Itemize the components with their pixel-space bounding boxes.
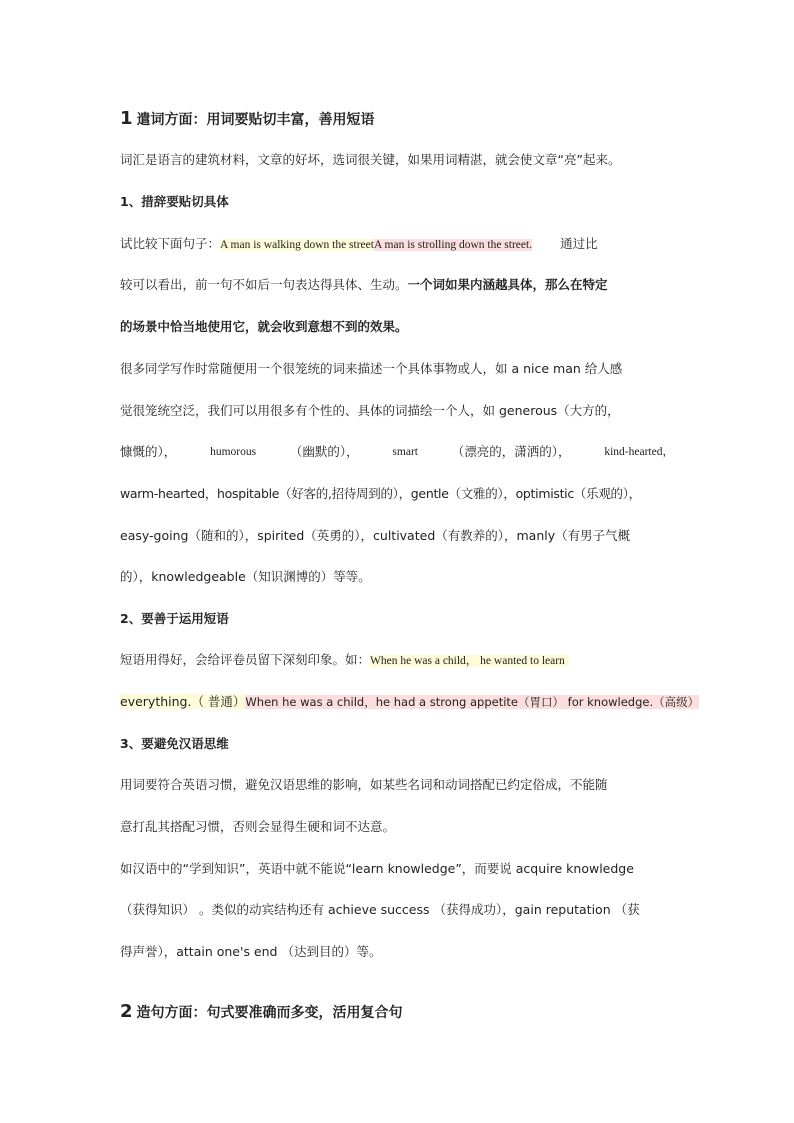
example-strolling: A man is strolling down the street.: [373, 239, 533, 251]
sub1-line1: [120, 235, 598, 254]
section2-heading: [120, 1003, 403, 1022]
sub2-line1: [120, 651, 569, 670]
sub1-line2-plain: 较可以看出，前一句不如后一句表达得具体、生动。: [120, 277, 408, 292]
section1-number: 1: [120, 108, 133, 129]
sub3-line5: 得声誉），attain one's end （达到目的）等。: [120, 944, 382, 959]
sub1-line3: 的场景中恰当地使用它，就会收到意想不到的效果。: [120, 319, 408, 334]
sub1-para-line5: easy-going（随和的），spirited（英勇的），cultivated（有教养的），manly（有男子气概: [120, 528, 631, 543]
sub1-para-line6: 的），knowledgeable（知识渊博的）等等。: [120, 569, 371, 584]
section1-title: 遣词方面：用词要贴切丰富，善用短语: [136, 112, 375, 128]
sub2-heading: 2、要善于运用短语: [120, 611, 229, 626]
example-walking: A man is walking down the street: [220, 239, 374, 251]
sub3-line4: （获得知识） 。类似的动宾结构还有 achieve success （获得成功），gain reputation （获: [120, 902, 640, 917]
word-kangkai: 慷慨的），: [120, 444, 177, 459]
sub1-para-line4: warm-hearted，hospitable（好客的,招待周到的），gentle（文雅的），optimistic（乐观的），: [120, 486, 641, 501]
section2-number: 2: [120, 1001, 133, 1022]
sub1-line1-suffix: 通过比: [560, 236, 598, 251]
word-smart: smart: [392, 446, 418, 458]
example-child-learn-end: everything.（ 普通）: [120, 694, 246, 709]
sub3-heading: 3、要避免汉语思维: [120, 736, 229, 751]
word-youmo: （幽默的），: [289, 444, 359, 459]
word-humorous: humorous: [210, 446, 257, 458]
section1-intro: 词汇是语言的建筑材料，文章的好坏，选词很关键，如果用词精湛，就会使文章“亮”起来。: [120, 152, 621, 167]
sub2-line2: [120, 693, 699, 711]
section1-heading: [120, 110, 375, 129]
sub1-line2: [120, 276, 608, 294]
sub1-para-line1: 很多同学写作时常随便用一个很笼统的词来描述一个具体事物或人，如 a nice man 给人感: [120, 361, 623, 376]
example-appetite: When he was a child，he had a strong appetite（胃口） for knowledge.（高级）: [245, 695, 700, 709]
sub1-line2-bold: 一个词如果内涵越具体，那么在特定: [407, 277, 608, 292]
section2-title: 造句方面：句式要准确而多变，活用复合句: [136, 1005, 403, 1021]
sub1-para-line2: 觉很笼统空泛，我们可以用很多有个性的、具体的词描绘一个人，如 generous（大方的，: [120, 403, 620, 418]
sub2-line1-prefix: 短语用得好，会给评卷员留下深刻印象。如：: [120, 652, 371, 667]
sub1-line1-prefix: 试比较下面句子：: [120, 236, 221, 251]
sub3-line3: 如汉语中的“学到知识”，英语中就不能说“learn knowledge”，而要说 acquire knowledge: [120, 861, 634, 876]
example-child-learn: When he was a child， he wanted to learn: [370, 655, 569, 667]
sub3-line1: 用词要符合英语习惯，避免汉语思维的影响，如某些名词和动词搭配已约定俗成，不能随: [120, 777, 608, 792]
word-kind-hearted: kind-hearted，: [604, 446, 674, 458]
sub1-heading: 1、措辞要贴切具体: [120, 194, 229, 209]
word-piaoliang: （漂亮的，潇洒的），: [451, 444, 571, 459]
sub3-line2: 意打乱其搭配习惯，否则会显得生硬和词不达意。: [120, 819, 396, 834]
sub1-para-line3: [120, 443, 674, 461]
